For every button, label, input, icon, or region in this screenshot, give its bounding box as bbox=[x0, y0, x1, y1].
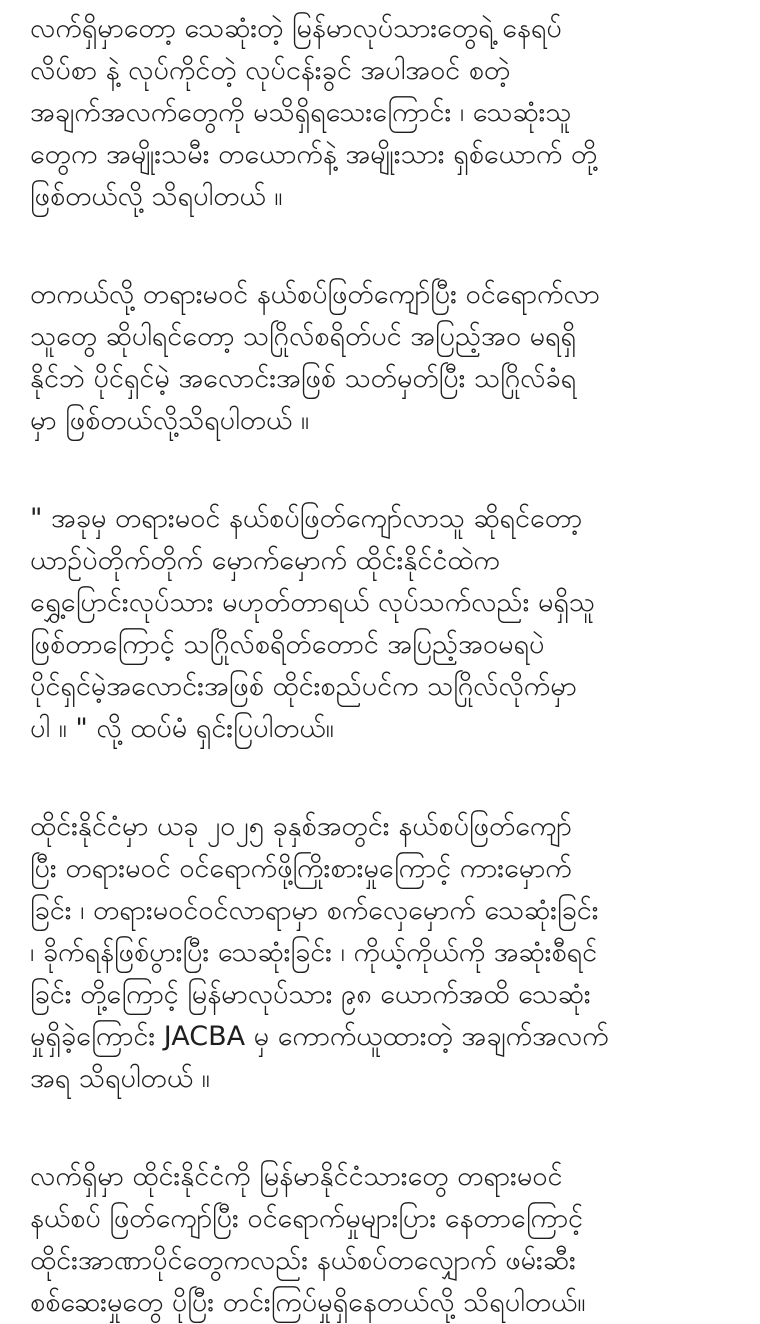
text-line: ဖြစ်တာကြောင့် သဂြိုလ်စရိတ်တောင် အပြည့်အဝမရပဲ bbox=[30, 629, 545, 660]
text-line: ပိုင်ရှင်မဲ့အလောင်းအဖြစ် ထိုင်းစည်ပင်က သဂြိုလ်လိုက်မှာ bbox=[30, 671, 577, 702]
paragraph bbox=[30, 8, 746, 218]
text-line: ခြင်း တို့ကြောင့် မြန်မာလုပ်သား ၉၈ ယောက်အထိ သေဆုံး bbox=[30, 979, 591, 1010]
paragraph bbox=[30, 1156, 746, 1324]
text-line: ခြင်း ၊ တရားမဝင်ဝင်လာရာမှာ စက်လှေမှောက် သေဆုံးခြင်း bbox=[30, 895, 599, 926]
text-line: လက်ရှိမှာတော့ သေဆုံးတဲ့ မြန်မာလုပ်သားတွေရဲ့ နေရပ် bbox=[30, 13, 562, 44]
text-line: နိုင်ဘဲ ပိုင်ရှင်မဲ့ အလောင်းအဖြစ် သတ်မှတ်ပြီး သဂြိုလ်ခံရ bbox=[30, 363, 577, 394]
text-line: ပါ ။ " လို့ ထပ်မံ ရှင်းပြပါတယ်။ bbox=[30, 713, 334, 744]
text-line: ပြီး တရားမဝင် ဝင်ရောက်ဖို့ကြိုးစားမှုကြောင့် ကားမှောက် bbox=[30, 853, 572, 884]
text-line: ဖြစ်တယ်လို့ သိရပါတယ် ။ bbox=[30, 181, 283, 212]
text-line: ယာဉ်ပဲတိုက်တိုက် မှောက်မှောက် ထိုင်းနိုင်ငံထဲက bbox=[30, 545, 500, 576]
text-line: ထိုင်းနိုင်ငံမှာ ယခု ၂၀၂၅ ခုနှစ်အတွင်း နယ်စပ်ဖြတ်ကျော် bbox=[30, 811, 572, 842]
text-line: ၊ ခိုက်ရန်ဖြစ်ပွားပြီး သေဆုံးခြင်း ၊ ကိုယ့်ကိုယ်ကို အဆုံးစီရင် bbox=[30, 937, 598, 968]
text-line: မှာ ဖြစ်တယ်လို့သိရပါတယ် ။ bbox=[30, 405, 309, 436]
article-body bbox=[30, 8, 746, 1324]
text-line: ရွှေ့ပြောင်းလုပ်သား မဟုတ်တာရယ် လုပ်သက်လည်း မရှိသူ bbox=[30, 587, 596, 618]
text-line: အချက်အလက်တွေကို မသိရှိရသေးကြောင်း ၊ သေဆုံးသူ bbox=[30, 97, 572, 128]
text-line: မှုရှိခဲ့ကြောင်း JACBA မှ ကောက်ယူထားတဲ့ အချက်အလက် bbox=[30, 1021, 609, 1052]
text-line: သူတွေ ဆိုပါရင်တော့ သဂြိုလ်စရိတ်ပင် အပြည့်အဝ မရရှိ bbox=[30, 321, 577, 352]
text-line: အရ သိရပါတယ် ။ bbox=[30, 1063, 210, 1094]
text-line: လက်ရှိမှာ ထိုင်းနိုင်ငံကို မြန်မာနိုင်ငံသားတွေ တရားမဝင် bbox=[30, 1161, 563, 1192]
paragraph bbox=[30, 274, 746, 442]
text-line: တကယ်လို့ တရားမဝင် နယ်စပ်ဖြတ်ကျော်ပြီး ဝင်ရောက်လာ bbox=[30, 279, 600, 310]
paragraph bbox=[30, 498, 746, 750]
text-line: ထိုင်းအာဏာပိုင်တွေကလည်း နယ်စပ်တလျှောက် ဖမ်းဆီး bbox=[30, 1245, 576, 1276]
text-line: လိပ်စာ နဲ့ လုပ်ကိုင်တဲ့ လုပ်ငန်းခွင် အပါအဝင် စတဲ့ bbox=[30, 55, 511, 86]
text-line: စစ်ဆေးမှုတွေ ပိုပြီး တင်းကြပ်မှုရှိနေတယ်လို့ သိရပါတယ်။ bbox=[30, 1287, 586, 1318]
text-line: နယ်စပ် ဖြတ်ကျော်ပြီး ဝင်ရောက်မှုများပြား နေတာကြောင့် bbox=[30, 1203, 584, 1234]
text-line: " အခုမှ တရားမဝင် နယ်စပ်ဖြတ်ကျော်လာသူ ဆိုရင်တော့ bbox=[30, 503, 583, 534]
paragraph bbox=[30, 806, 746, 1100]
text-line: တွေက အမျိုးသမီး တယောက်နဲ့ အမျိုးသား ရှစ်ယောက် တို့ bbox=[30, 139, 598, 170]
